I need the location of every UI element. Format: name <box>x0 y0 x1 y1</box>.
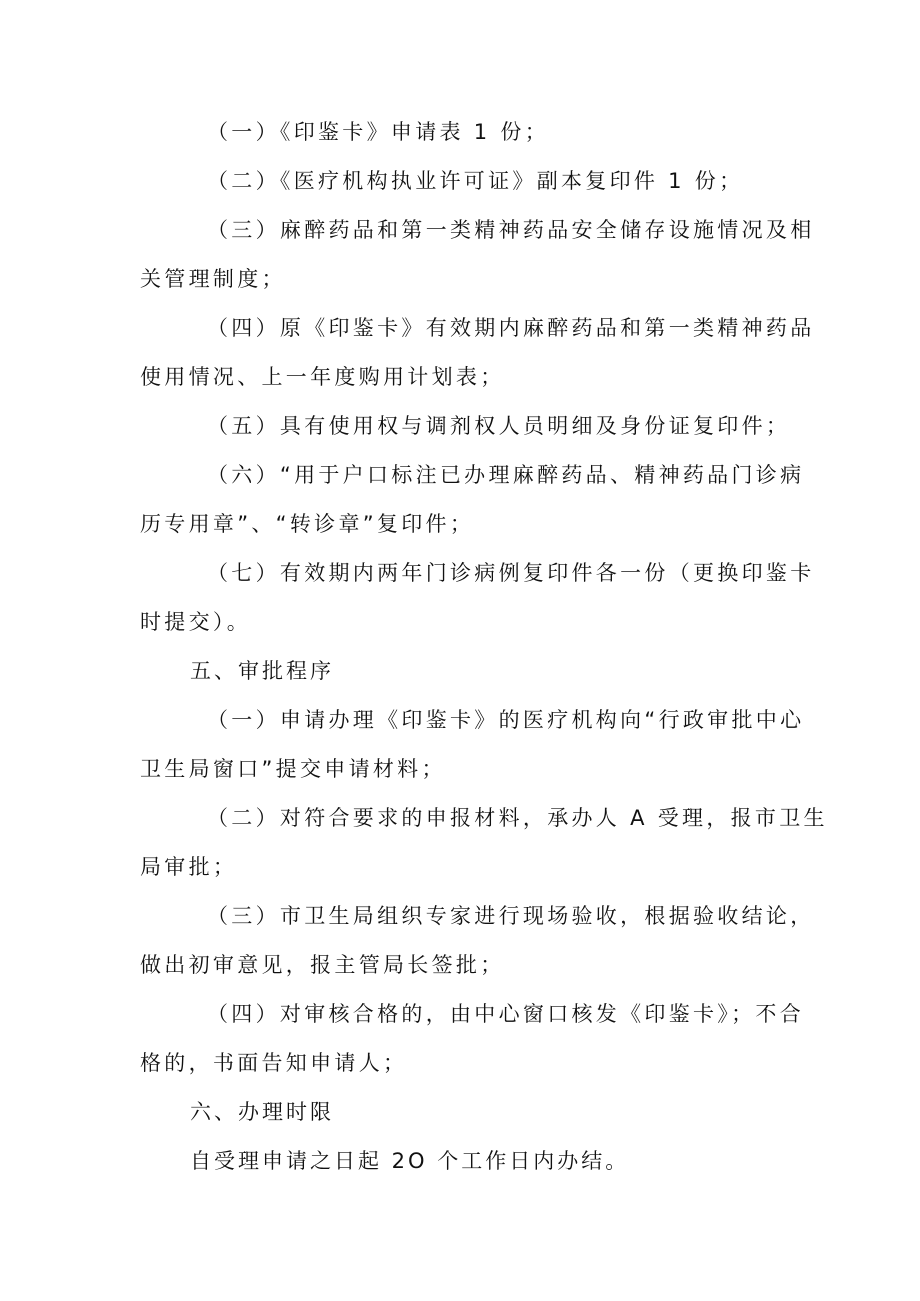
item-line: （五）具有使用权与调剂权人员明细及身份证复印件； <box>207 414 791 438</box>
body-paragraph: 自受理申请之日起 2O 个工作日内办结。 <box>190 1149 630 1173</box>
item-line: （三）市卫生局组织专家进行现场验收，根据验收结论， <box>207 904 815 928</box>
item-continuation: 格的，书面告知申请人； <box>140 1051 408 1075</box>
item-line: （二）对符合要求的申报材料，承办人 A 受理，报市卫生 <box>207 806 828 830</box>
section-heading: 六、办理时限 <box>190 1100 334 1124</box>
item-continuation: 使用情况、上一年度购用计划表； <box>140 365 505 389</box>
item-line: （六）“用于户口标注已办理麻醉药品、精神药品门诊病 <box>207 463 805 487</box>
item-line: （四）原《印鉴卡》有效期内麻醉药品和第一类精神药品 <box>207 316 815 340</box>
item-continuation: 做出初审意见，报主管局长签批； <box>140 953 505 977</box>
item-continuation: 历专用章”、“转诊章”复印件； <box>140 512 475 536</box>
item-line: （三）麻醉药品和第一类精神药品安全储存设施情况及相 <box>207 218 815 242</box>
item-continuation: 时提交）。 <box>140 610 251 634</box>
item-line: （一）《印鉴卡》申请表 1 份； <box>207 120 550 144</box>
item-line: （二）《医疗机构执业许可证》副本复印件 1 份； <box>207 169 744 193</box>
item-continuation: 关管理制度； <box>140 267 286 291</box>
item-continuation: 卫生局窗口”提交申请材料； <box>140 757 446 781</box>
item-continuation: 局审批； <box>140 855 238 879</box>
section-heading: 五、审批程序 <box>190 659 334 683</box>
item-line: （一）申请办理《印鉴卡》的医疗机构向“行政审批中心 <box>207 708 805 732</box>
item-line: （七）有效期内两年门诊病例复印件各一份（更换印鉴卡 <box>207 561 815 585</box>
item-line: （四）对审核合格的，由中心窗口核发《印鉴卡》；不合 <box>207 1002 804 1026</box>
